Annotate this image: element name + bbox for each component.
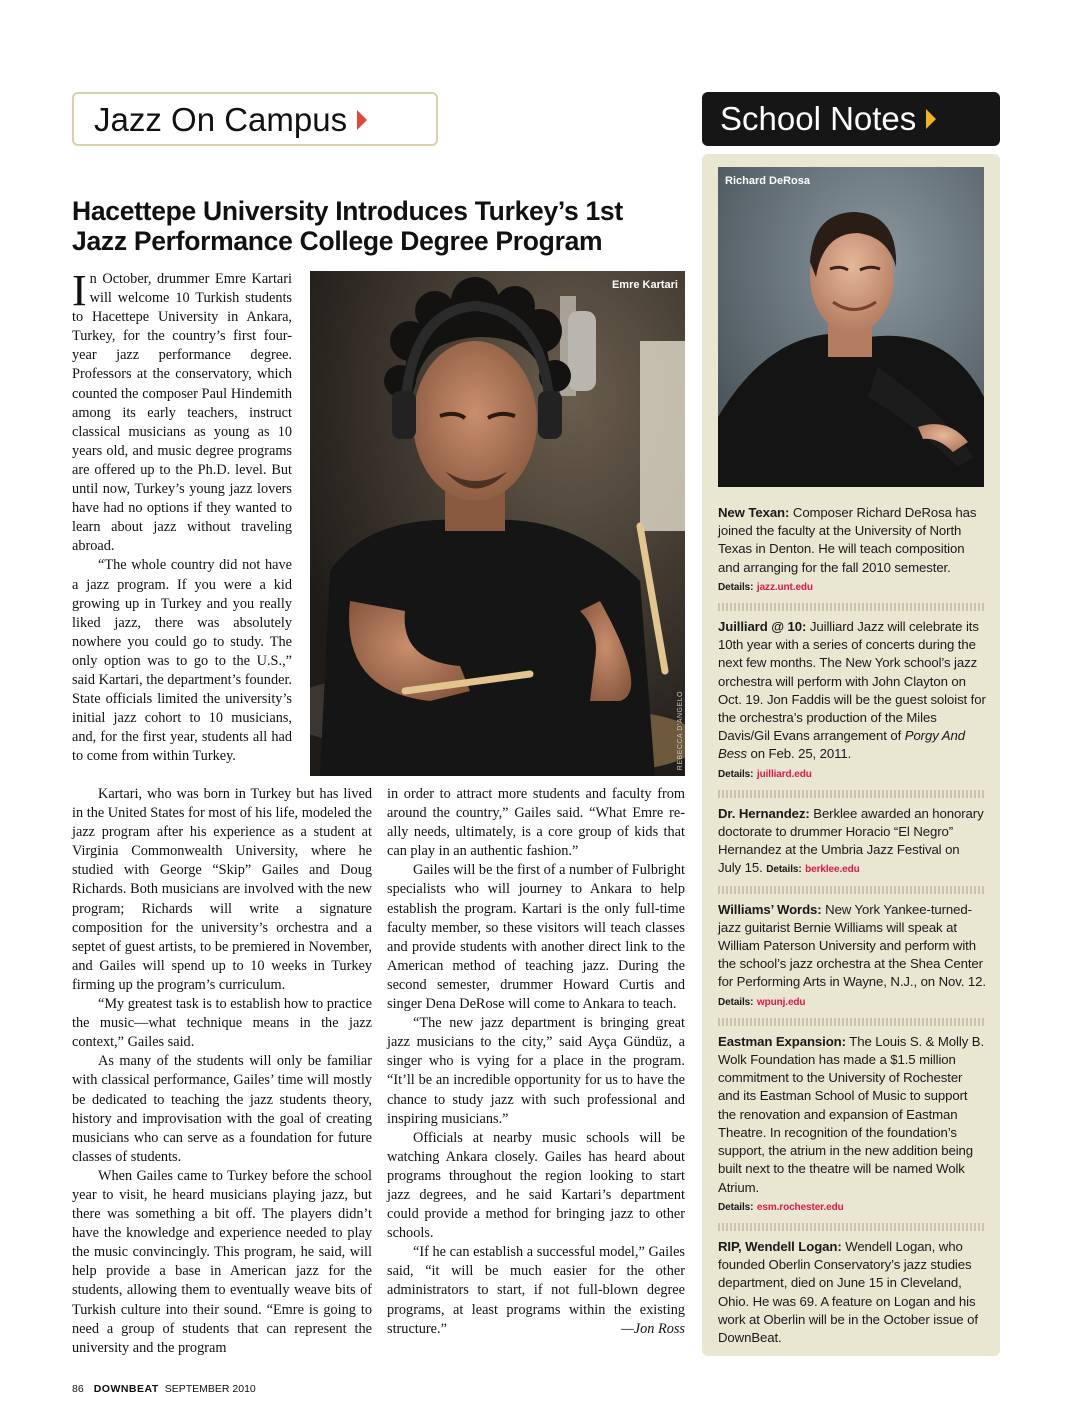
note-title: Juilliard @ 10: [718,619,807,635]
details-label: Details: [718,1201,754,1213]
arrow-right-icon [357,110,367,130]
issue-date: SEPTEMBER 2010 [164,1383,256,1395]
section-header-label: Jazz On Campus [94,101,348,138]
note-juilliard [718,618,986,784]
note-new-texan [718,504,986,597]
note-williams-words [718,901,986,1012]
paragraph: Gailes will be the first of a number of Fulbright specialists who will journey to Ankara to help establish the program. Kartari is the only full-time faculty member, so these visitors will teach classes and provide students with another direct link to the American method of teaching jazz. During the second semester, drummer Howard Curtis and singer Dena DeRose will come to Ankara to teach. [387,862,685,1013]
paragraph: When Gailes came to Turkey before the school year to visit, he heard musicians playing jazz, but there was something a bit off. The players didn’t have the knowledge and experience needed to play the music convincingly. This program, he said, will help provide a base in American jazz for the students, allowing them to eventually weave bits of Turkish culture into their sound. “Emre is going to need a group of students that can represent the university and the program [72,1167,372,1356]
note-link[interactable]: esm.rochester.edu [756,1201,844,1213]
photo-richard-derosa [718,167,984,487]
note-link[interactable]: berklee.edu [805,864,860,876]
headline-line: Hacettepe University Introduces Turkey’s 1st [72,196,623,226]
divider [718,603,986,611]
magazine-name: DOWNBEAT [93,1383,159,1395]
note-body: Composer Richard DeRosa has joined the faculty at the University of North Texas in Denton. He will teach composition and arranging for the fall 2010 semester. [718,505,977,575]
paragraph: “If he can establish a successful model,” Gailes said, “it will be much easier for the other administrators to start, if not full-blown degree programs, at least programs within the existing structure.” —Jon Ross [387,1243,685,1338]
note-body: Juilliard Jazz will celebrate its 10th year with a series of concerts during the next few months. The New York school’s jazz orchestra will perform with John Clayton on Oct. 19. Jon Faddis will be the guest soloist for the orchestra’s production of the Miles Davis/Gil Evans arrangement of [718,619,986,744]
page-number: 86 [72,1383,84,1395]
note-link[interactable]: jazz.unt.edu [756,581,813,593]
note-body: The Louis S. & Molly B. Wolk Foundation has made a $1.5 million commitment to the University of Rochester and its Eastman School of Music to support the renovation and expansion of Eastman Theatre. In recognition of the foundation’s support, the atrium in the new addition being built next to the theatre will be named Wolk Atrium. [718,1033,985,1195]
section-header-jazz-on-campus [72,92,438,146]
paragraph: Officials at nearby music schools will be watching Ankara closely. Gailes has heard about programs throughout the region looking to start jazz degrees, and he said Kartari’s department could provide a method for bringing jazz to other schools. [387,1129,685,1242]
note-link[interactable]: wpunj.edu [756,996,806,1008]
paragraph: “My greatest task is to establish how to practice the music—what technique means in the jazz context,” Gailes said. [72,996,372,1051]
note-title: RIP, Wendell Logan: [718,1238,842,1254]
paragraph: As many of the students will only be familiar with classical performance, Gailes’ time will mostly be dedicated to teaching the jazz students theory, history and improvisation with the goal of creating musicians who can serve as a foundation for future classes of students. [72,1053,372,1165]
divider [718,1223,986,1231]
note-title: New Texan: [718,505,790,520]
paragraph: In October, drummer Emre Kartari will welcome 10 Turkish students to Hacettepe University in Ankara, Turkey, for the country’s first four-year jazz performance degree. Professors at the conservatory, which counted the composer Paul Hindemith among its early teachers, instruct classical musicians as young as 10 years old, and music degree programs are offered up to the Ph.D. level. But until now, Turkey’s young jazz lovers have had no options if they wanted to learn about jazz without traveling abroad. [72,266,292,555]
details-label: Details: [718,581,754,593]
portrait-illustration [718,167,984,487]
article-column-1-top [72,266,292,766]
note-dr-hernandez [718,805,986,880]
details-label: Details: [718,768,754,780]
photo-caption: Emre Kartari [611,279,678,291]
article-column-1-bottom [72,785,372,1358]
paragraph: “The new jazz department is bringing great jazz musicians to the city,” said Ayça Gündüz, a singer who is vying for a place in the program. “It’ll be an incredible opportunity for us to have the chance to study jazz with such professional and inspiring musicians.” [387,1015,685,1127]
article-column-2 [387,785,685,1339]
paragraph: “The whole country did not have a jazz program. If you were a kid growing up in Turkey and you really liked jazz, there was absolutely nowhere you could go to study. The only option was to go to the U.S.,” said Kartari, the department’s founder. State officials limited the university’s initial jazz cohort to 10 musicians, and, for the first year, students all had to come from within Turkey. [72,557,292,765]
note-link[interactable]: juilliard.edu [756,768,812,780]
details-label: Details: [766,864,802,876]
note-eastman-expansion [718,1033,986,1217]
divider [718,1018,986,1026]
paragraph: in order to attract more students and faculty from around the country,” Gailes said. “What Emre really needs, ultimately, is a core group of kids that can play in an authentic fashion.” [387,786,685,860]
note-italic-title: Porgy And Bess [718,728,965,762]
note-title: Williams’ Words: [718,901,822,917]
drummer-illustration [310,271,685,776]
divider [718,790,986,798]
divider [718,886,986,894]
headline-line: Jazz Performance College Degree Program [72,226,603,256]
byline: —Jon Ross [621,1320,685,1337]
page-footer [72,1383,256,1395]
note-body: on Feb. 25, 2011. [750,746,852,762]
details-label: Details: [718,996,754,1008]
note-rip-wendell-logan [718,1238,986,1347]
paragraph: Kartari, who was born in Turkey but has lived in the United States for most of his life, modeled the jazz program after his experience as a student at Virginia Commonwealth University, where he studied with George “Skip” Gailes and Doug Richards. Both musicians are involved with the new program; Richards will write a signature composition for the university’s orchestra and a septet of guest artists, to be premiered in November, and Gailes will spend up to 10 weeks in Turkey firming up the program’s curriculum. [72,786,372,993]
section-header-label: School Notes [720,100,917,137]
photo-credit: REBECCA D’ANGELO [677,690,684,770]
section-header-school-notes [702,92,1000,146]
drop-cap: I [72,266,87,315]
note-title: Dr. Hernandez: [718,805,810,821]
note-body: New York Yankee-turned-jazz guitarist Bernie Williams will speak at William Paterson University and perform with the school’s jazz orchestra at the Shea Center for Performing Arts in Wayne, N.J., on Nov. 12. [718,901,986,990]
note-body: Wendell Logan, who founded Oberlin Conservatory’s jazz studies department, died on June 15 in Cleveland, Ohio. He was 69. A feature on Logan and his work at Oberlin will be in the October issue of DownBeat. [718,1238,978,1345]
photo-emre-kartari [310,271,685,776]
photo-caption: Richard DeRosa [725,175,810,187]
note-title: Eastman Expansion: [718,1033,846,1049]
note-body: Berklee awarded an honorary doctorate to drummer Horacio “El Negro” Hernandez at the Umbria Jazz Festival on July 15. [718,805,984,876]
arrow-right-icon [926,109,936,129]
school-notes-list [718,504,986,1347]
article-headline [72,196,692,256]
